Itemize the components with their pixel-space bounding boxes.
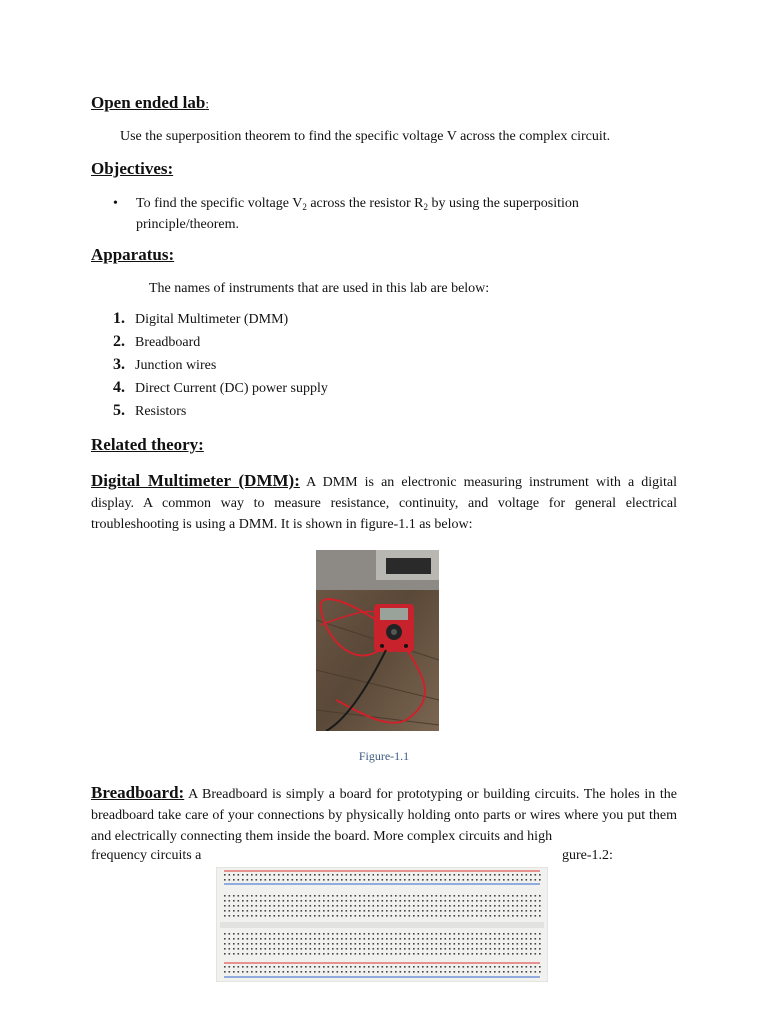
breadboard-text: A Breadboard is simply a board for prototyping or building circuits. The holes in the breadboard take care of your connections by physically holding onto parts or wires where you put them and electrically connecting them inside the board. More complex circuits and high [91,787,677,844]
open-ended-text: Use the superposition theorem to find the specific voltage V across the complex circuit. [120,129,611,144]
apparatus-heading: Apparatus: [91,245,175,264]
breadboard-text-partial-left: frequency circuits a [91,848,202,863]
list-item: 5. Resistors [113,402,187,419]
open-ended-heading: Open ended lab: [91,93,209,112]
subscript-r: 2 [423,202,428,212]
dmm-paragraph [91,470,677,535]
bullet-part-2: across the resistor R [306,196,424,211]
list-item: 4. Direct Current (DC) power supply [113,379,328,396]
breadboard-text-partial-right: gure-1.2: [562,848,613,863]
dmm-inline-heading: Digital Multimeter (DMM): [91,471,300,490]
objectives-bullet [113,193,633,235]
apparatus-intro: The names of instruments that are used in this lab are below: [149,281,490,296]
bullet-part-3: by using the superposition principle/theorem. [136,196,579,232]
apparatus-list [113,310,328,425]
dmm-text: A DMM is an electronic measuring instrument with a digital display. A common way to measure resistance, continuity, and voltage for general electrical troubleshooting is using a DMM. It is shown in figure-1.1 as below: [91,475,678,532]
list-item: 2. Breadboard [113,333,201,350]
figure-caption: Figure-1.1 [358,749,410,763]
breadboard-photo [216,867,548,982]
breadboard-inline-heading: Breadboard: [91,783,185,802]
bullet-part-1: To find the specific voltage V [136,196,303,211]
related-theory-heading: Related theory: [91,435,204,454]
breadboard-paragraph [91,782,677,847]
objectives-heading: Objectives: [91,159,174,178]
multimeter-photo [316,550,439,731]
list-item: 1. Digital Multimeter (DMM) [113,310,289,327]
heading-colon: : [205,96,209,111]
list-item: 3. Junction wires [113,356,217,373]
bullet-text [136,193,633,235]
subscript-v: 2 [302,202,307,212]
bullet-symbol: • [113,196,118,211]
